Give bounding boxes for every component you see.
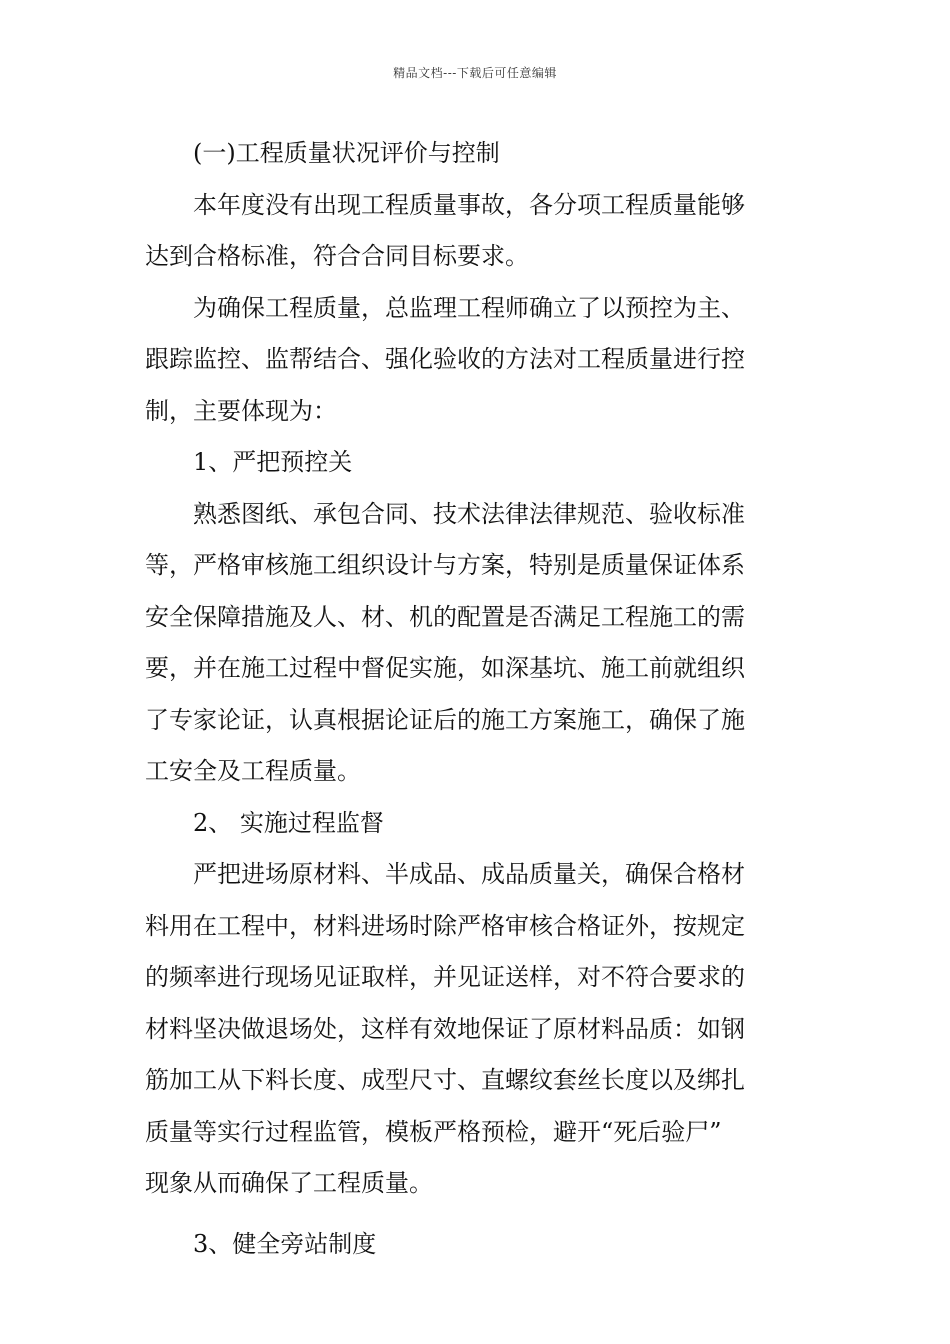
paragraph-line: 现象从而确保了工程质量。 xyxy=(145,1169,433,1197)
paragraph-line: 本年度没有出现工程质量事故，各分项工程质量能够 xyxy=(193,190,745,219)
paragraph-line: 筋加工从下料长度、成型尺寸、直螺纹套丝长度以及绑扎 xyxy=(145,1066,745,1094)
paragraph-line: 严把进场原材料、半成品、成品质量关，确保合格材 xyxy=(193,860,745,888)
spacer xyxy=(145,1210,817,1219)
paragraph-line: 质量等实行过程监管，模板严格预检，避开“死后验尸” xyxy=(145,1117,722,1146)
paragraph-line: 熟悉图纸、承包合同、技术法律法律规范、验收标准 xyxy=(193,499,745,528)
paragraph-line: 要，并在施工过程中督促实施，如深基坑、施工前就组织 xyxy=(145,654,745,682)
paragraph-line: 安全保障措施及人、材、机的配置是否满足工程施工的需 xyxy=(145,602,745,631)
subsection-heading: 1、严把预控关 xyxy=(193,448,353,476)
paragraph-line: 材料坚决做退场处，这样有效地保证了原材料品质：如钢 xyxy=(145,1014,745,1043)
paragraph-line: 料用在工程中，材料进场时除严格审核合格证外，按规定 xyxy=(145,911,745,940)
paragraph-line: 为确保工程质量，总监理工程师确立了以预控为主、 xyxy=(193,293,745,322)
paragraph-line: 等，严格审核施工组织设计与方案，特别是质量保证体系 xyxy=(145,551,745,579)
paragraph-line: 工安全及工程质量。 xyxy=(145,757,361,785)
paragraph-line: 跟踪监控、监帮结合、强化验收的方法对工程质量进行控 xyxy=(145,345,745,373)
subsection-heading: 3、健全旁站制度 xyxy=(193,1229,377,1258)
paragraph-line: 制，主要体现为： xyxy=(145,396,337,425)
paragraph-line: 达到合格标准，符合合同目标要求。 xyxy=(145,242,529,270)
section-heading: (一)工程质量状况评价与控制 xyxy=(193,139,500,167)
paragraph-line: 了专家论证，认真根据论证后的施工方案施工，确保了施 xyxy=(145,705,745,734)
subsection-heading: 2、 实施过程监督 xyxy=(193,808,384,837)
page-header: 精品文档---下载后可任意编辑 xyxy=(393,66,557,80)
document-body xyxy=(145,128,817,1270)
paragraph-line: 的频率进行现场见证取样，并见证送样，对不符合要求的 xyxy=(145,963,745,991)
